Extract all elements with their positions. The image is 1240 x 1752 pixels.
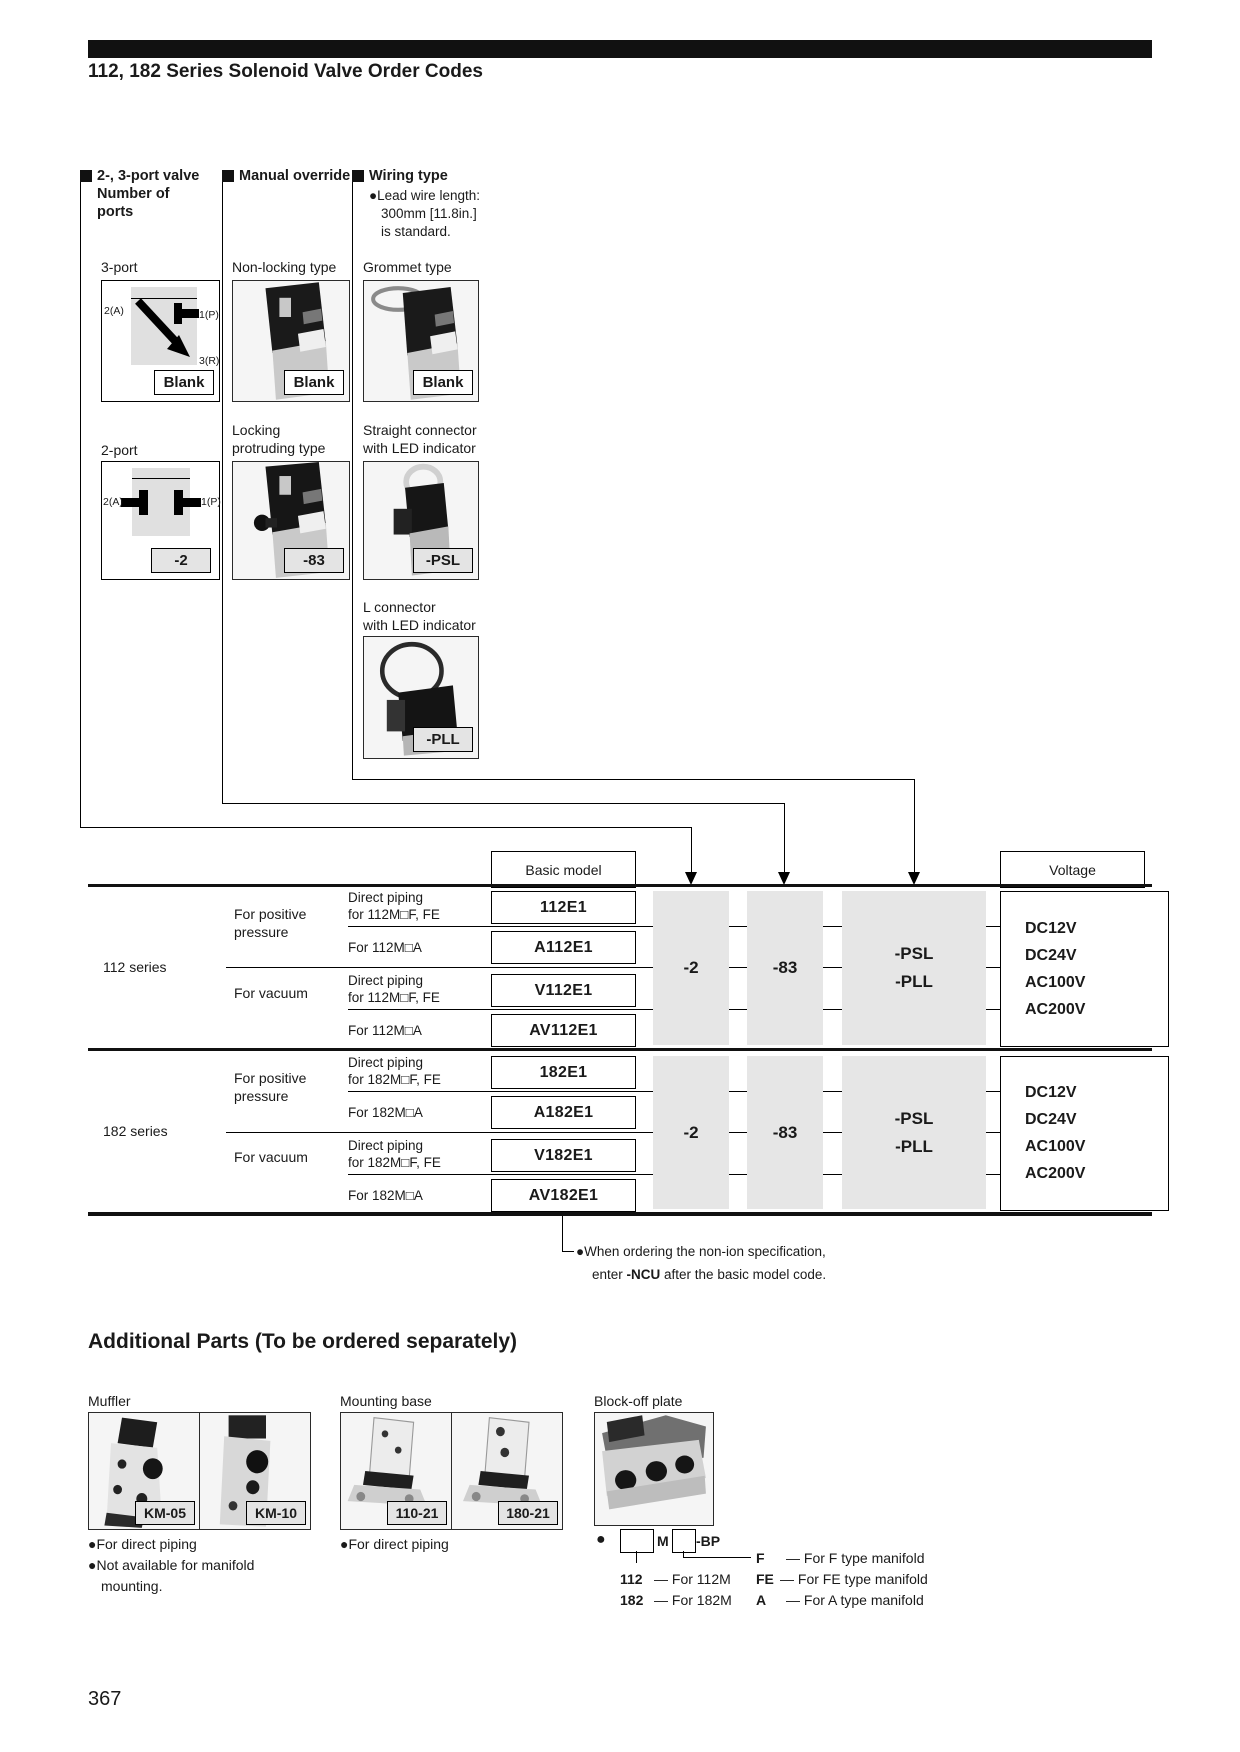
voltage-option: DC12V bbox=[1025, 919, 1077, 937]
base-note-line1: ●For direct piping bbox=[340, 1536, 449, 1552]
ports-connector-line bbox=[80, 182, 81, 828]
muffler-note-line3: mounting. bbox=[101, 1578, 163, 1594]
blockoff-option-desc: — For F type manifold bbox=[786, 1550, 925, 1566]
voltage-cell bbox=[1000, 1056, 1169, 1211]
table-rule bbox=[986, 1132, 1000, 1133]
row-desc: for 182M□F, FE bbox=[348, 1155, 441, 1170]
table-rule bbox=[986, 967, 1000, 968]
additional-parts-heading: Additional Parts (To be ordered separately) bbox=[88, 1330, 518, 1353]
ports-header-line2: Number of bbox=[97, 186, 170, 202]
code-badge-km10: KM-10 bbox=[246, 1501, 306, 1525]
blockoff-photo-art bbox=[595, 1413, 713, 1525]
table-rule bbox=[823, 967, 842, 968]
table-rule bbox=[729, 1132, 747, 1133]
code-badge-pll: -PLL bbox=[413, 727, 473, 752]
table-rule-mid bbox=[88, 1048, 1152, 1051]
muffler-photo-km10 bbox=[199, 1412, 311, 1530]
basic-model-header: Basic model bbox=[491, 851, 636, 888]
blockoff-connector-line bbox=[636, 1551, 637, 1563]
table-rule bbox=[729, 1009, 747, 1010]
table-rule-top bbox=[88, 884, 1152, 887]
model-code: A182E1 bbox=[491, 1096, 636, 1129]
blockoff-plate-label: Block-off plate bbox=[594, 1393, 683, 1409]
voltage-option: AC100V bbox=[1025, 973, 1086, 991]
series-label-112: 112 series bbox=[103, 959, 167, 975]
table-rule bbox=[729, 1091, 747, 1092]
code-badge-minus2: -2 bbox=[151, 548, 211, 573]
blockoff-option-desc: — For A type manifold bbox=[786, 1592, 924, 1608]
code-badge-18021: 180-21 bbox=[498, 1501, 558, 1525]
blockoff-plate-photo bbox=[594, 1412, 714, 1526]
option-label-psl-line2: with LED indicator bbox=[363, 440, 476, 456]
code-badge-blank: Blank bbox=[284, 370, 344, 395]
port-label: 2(A) bbox=[103, 496, 123, 508]
blockoff-option-code: 182 bbox=[620, 1592, 644, 1608]
model-code: A112E1 bbox=[491, 931, 636, 964]
blockoff-code-suffix: -BP bbox=[696, 1533, 721, 1549]
wiring-note-line3: is standard. bbox=[381, 224, 451, 239]
override-code-cell: -83 bbox=[747, 1056, 823, 1209]
wiring-code-pll: -PLL bbox=[895, 1136, 933, 1156]
blockoff-option-code: FE bbox=[756, 1571, 774, 1587]
port-plug-icon bbox=[174, 303, 182, 324]
table-rule bbox=[348, 1009, 653, 1010]
model-code: 112E1 bbox=[491, 891, 636, 924]
note-text: enter bbox=[592, 1267, 627, 1282]
table-rule bbox=[348, 1091, 653, 1092]
override-connector-line bbox=[784, 803, 785, 874]
mounting-base-label: Mounting base bbox=[340, 1393, 432, 1409]
note-text: after the basic model code. bbox=[660, 1267, 827, 1282]
code-badge-83: -83 bbox=[284, 548, 344, 573]
wiring-note-line2: 300mm [11.8in.] bbox=[381, 206, 477, 221]
row-desc: Direct piping bbox=[348, 973, 424, 988]
option-label-3port: 3-port bbox=[101, 259, 138, 275]
ports-header-line3: ports bbox=[97, 204, 134, 220]
group-label: For positive bbox=[234, 906, 307, 922]
port-label: 1(P) bbox=[201, 496, 221, 508]
muffler-note-line1: ●For direct piping bbox=[88, 1536, 197, 1552]
straight-connector-photo bbox=[363, 461, 479, 580]
option-label-nonlocking: Non-locking type bbox=[232, 259, 337, 275]
page-number: 367 bbox=[88, 1688, 122, 1710]
note-code-ncu: -NCU bbox=[626, 1267, 661, 1282]
table-rule bbox=[823, 1174, 842, 1175]
locking-valve-photo bbox=[232, 461, 350, 580]
table-rule bbox=[986, 1009, 1000, 1010]
row-desc: For 182M□A bbox=[348, 1105, 423, 1120]
flow-arrow-icon bbox=[131, 287, 197, 365]
nonlocking-valve-photo bbox=[232, 280, 350, 402]
table-rule bbox=[348, 926, 653, 927]
option-label-pll-line2: with LED indicator bbox=[363, 617, 476, 633]
title-bar bbox=[88, 40, 1152, 58]
row-desc: for 112M□F, FE bbox=[348, 907, 440, 922]
voltage-header: Voltage bbox=[1000, 851, 1145, 888]
port-code-cell: -2 bbox=[653, 891, 729, 1045]
option-label-locking-line2: protruding type bbox=[232, 440, 326, 456]
blockoff-connector-line bbox=[683, 1557, 751, 1558]
table-rule bbox=[823, 1091, 842, 1092]
muffler-photo-km05 bbox=[88, 1412, 200, 1530]
group-label: pressure bbox=[234, 924, 289, 940]
model-code: AV112E1 bbox=[491, 1014, 636, 1047]
blockoff-option-desc: — For 112M bbox=[654, 1571, 731, 1587]
port-plug-icon bbox=[139, 490, 148, 515]
override-connector-line bbox=[222, 182, 223, 804]
table-rule bbox=[226, 1132, 653, 1133]
table-rule-bottom bbox=[88, 1212, 1152, 1216]
blockoff-option-code: A bbox=[756, 1592, 767, 1608]
port-plug-icon bbox=[121, 498, 140, 507]
wiring-connector-line bbox=[914, 779, 915, 874]
table-rule bbox=[729, 1174, 747, 1175]
wiring-connector-line bbox=[352, 779, 915, 780]
wiring-note-line1: ●Lead wire length: bbox=[369, 188, 480, 203]
l-connector-photo bbox=[363, 636, 479, 759]
blockoff-option-code: 112 bbox=[620, 1571, 643, 1587]
wiring-code-psl: -PSL bbox=[894, 944, 934, 963]
voltage-option: AC200V bbox=[1025, 1165, 1086, 1182]
model-code: V112E1 bbox=[491, 974, 636, 1007]
option-label-psl-line1: Straight connector bbox=[363, 422, 477, 438]
note-connector-line bbox=[562, 1216, 563, 1252]
blockoff-option-code: F bbox=[756, 1550, 765, 1566]
code-badge-blank: Blank bbox=[154, 370, 214, 395]
muffler-note-line2: ●Not available for manifold bbox=[88, 1557, 255, 1573]
voltage-option: DC12V bbox=[1025, 1084, 1077, 1101]
square-bullet-icon bbox=[80, 170, 92, 182]
blockoff-option-desc: — For FE type manifold bbox=[780, 1571, 928, 1587]
note-connector-line bbox=[562, 1251, 574, 1252]
option-label-2port: 2-port bbox=[101, 442, 138, 458]
row-desc: for 182M□F, FE bbox=[348, 1072, 441, 1087]
ports-header-line1: 2-, 3-port valve bbox=[97, 168, 200, 184]
voltage-option: AC200V bbox=[1025, 1000, 1086, 1018]
grommet-valve-photo bbox=[363, 280, 479, 402]
model-code: AV182E1 bbox=[491, 1179, 636, 1212]
code-badge-blank: Blank bbox=[413, 370, 473, 395]
voltage-option: DC24V bbox=[1025, 1111, 1077, 1128]
mounting-base-photo-18021 bbox=[451, 1412, 563, 1530]
option-label-grommet: Grommet type bbox=[363, 259, 452, 275]
wiring-code-pll: -PLL bbox=[895, 972, 933, 991]
voltage-option: DC24V bbox=[1025, 946, 1077, 964]
wiring-header: Wiring type bbox=[369, 168, 448, 184]
wiring-code-cell bbox=[842, 1056, 986, 1209]
table-rule bbox=[823, 926, 842, 927]
table-rule bbox=[729, 967, 747, 968]
code-badge-psl: -PSL bbox=[413, 548, 473, 573]
override-code-cell: -83 bbox=[747, 891, 823, 1045]
model-code: V182E1 bbox=[491, 1139, 636, 1172]
table-rule bbox=[986, 926, 1000, 927]
model-code: 182E1 bbox=[491, 1056, 636, 1089]
table-rule bbox=[729, 926, 747, 927]
override-connector-line bbox=[222, 803, 785, 804]
voltage-option: AC100V bbox=[1025, 1138, 1086, 1155]
row-desc: Direct piping bbox=[348, 1055, 424, 1070]
series-label-182: 182 series bbox=[103, 1123, 168, 1139]
ports-connector-line bbox=[80, 827, 692, 828]
table-note-line1: ●When ordering the non-ion specification, bbox=[576, 1244, 826, 1259]
port-plug-icon bbox=[180, 309, 199, 318]
port-plug-icon bbox=[174, 490, 183, 515]
blockoff-code-m: M bbox=[657, 1533, 669, 1549]
voltage-cell bbox=[1000, 891, 1169, 1047]
table-note-line2 bbox=[592, 1266, 826, 1283]
port-label: 1(P) bbox=[199, 309, 219, 321]
group-label: For vacuum bbox=[234, 1149, 308, 1165]
blockoff-type-box bbox=[672, 1529, 696, 1553]
row-desc: Direct piping bbox=[348, 890, 424, 905]
table-rule bbox=[986, 1174, 1000, 1175]
table-rule bbox=[823, 1132, 842, 1133]
row-desc: For 182M□A bbox=[348, 1188, 423, 1203]
group-label: For positive bbox=[234, 1070, 307, 1086]
option-label-locking-line1: Locking bbox=[232, 422, 281, 438]
wiring-code-cell bbox=[842, 891, 986, 1045]
mounting-base-photo-11021 bbox=[340, 1412, 452, 1530]
circle-bullet-icon: ● bbox=[596, 1531, 606, 1548]
row-desc: for 112M□F, FE bbox=[348, 990, 440, 1005]
row-desc: Direct piping bbox=[348, 1138, 424, 1153]
group-label: pressure bbox=[234, 1088, 289, 1104]
port-diagram-2port bbox=[101, 461, 220, 580]
port-diagram-3port bbox=[101, 280, 220, 402]
ports-connector-line bbox=[691, 827, 692, 874]
valve-symbol-line bbox=[132, 478, 190, 479]
table-rule bbox=[226, 967, 653, 968]
table-rule bbox=[823, 1009, 842, 1010]
row-desc: For 112M□A bbox=[348, 1023, 422, 1038]
code-badge-km05: KM-05 bbox=[135, 1501, 195, 1525]
muffler-label: Muffler bbox=[88, 1393, 131, 1409]
port-label: 3(R) bbox=[199, 355, 220, 367]
override-header: Manual override bbox=[239, 168, 351, 184]
blockoff-series-box bbox=[620, 1529, 654, 1553]
table-rule bbox=[348, 1174, 653, 1175]
group-label: For vacuum bbox=[234, 985, 308, 1001]
square-bullet-icon bbox=[352, 170, 364, 182]
square-bullet-icon bbox=[222, 170, 234, 182]
wiring-code-psl: -PSL bbox=[894, 1108, 934, 1128]
port-plug-icon bbox=[182, 498, 201, 507]
row-desc: For 112M□A bbox=[348, 940, 422, 955]
table-rule bbox=[986, 1091, 1000, 1092]
port-label: 2(A) bbox=[104, 305, 124, 317]
page-title: 112, 182 Series Solenoid Valve Order Codes bbox=[88, 61, 483, 82]
code-badge-11021: 110-21 bbox=[387, 1501, 447, 1525]
wiring-connector-line bbox=[352, 182, 353, 780]
option-label-pll-line1: L connector bbox=[363, 599, 436, 615]
blockoff-option-desc: — For 182M bbox=[654, 1592, 732, 1608]
port-code-cell: -2 bbox=[653, 1056, 729, 1209]
